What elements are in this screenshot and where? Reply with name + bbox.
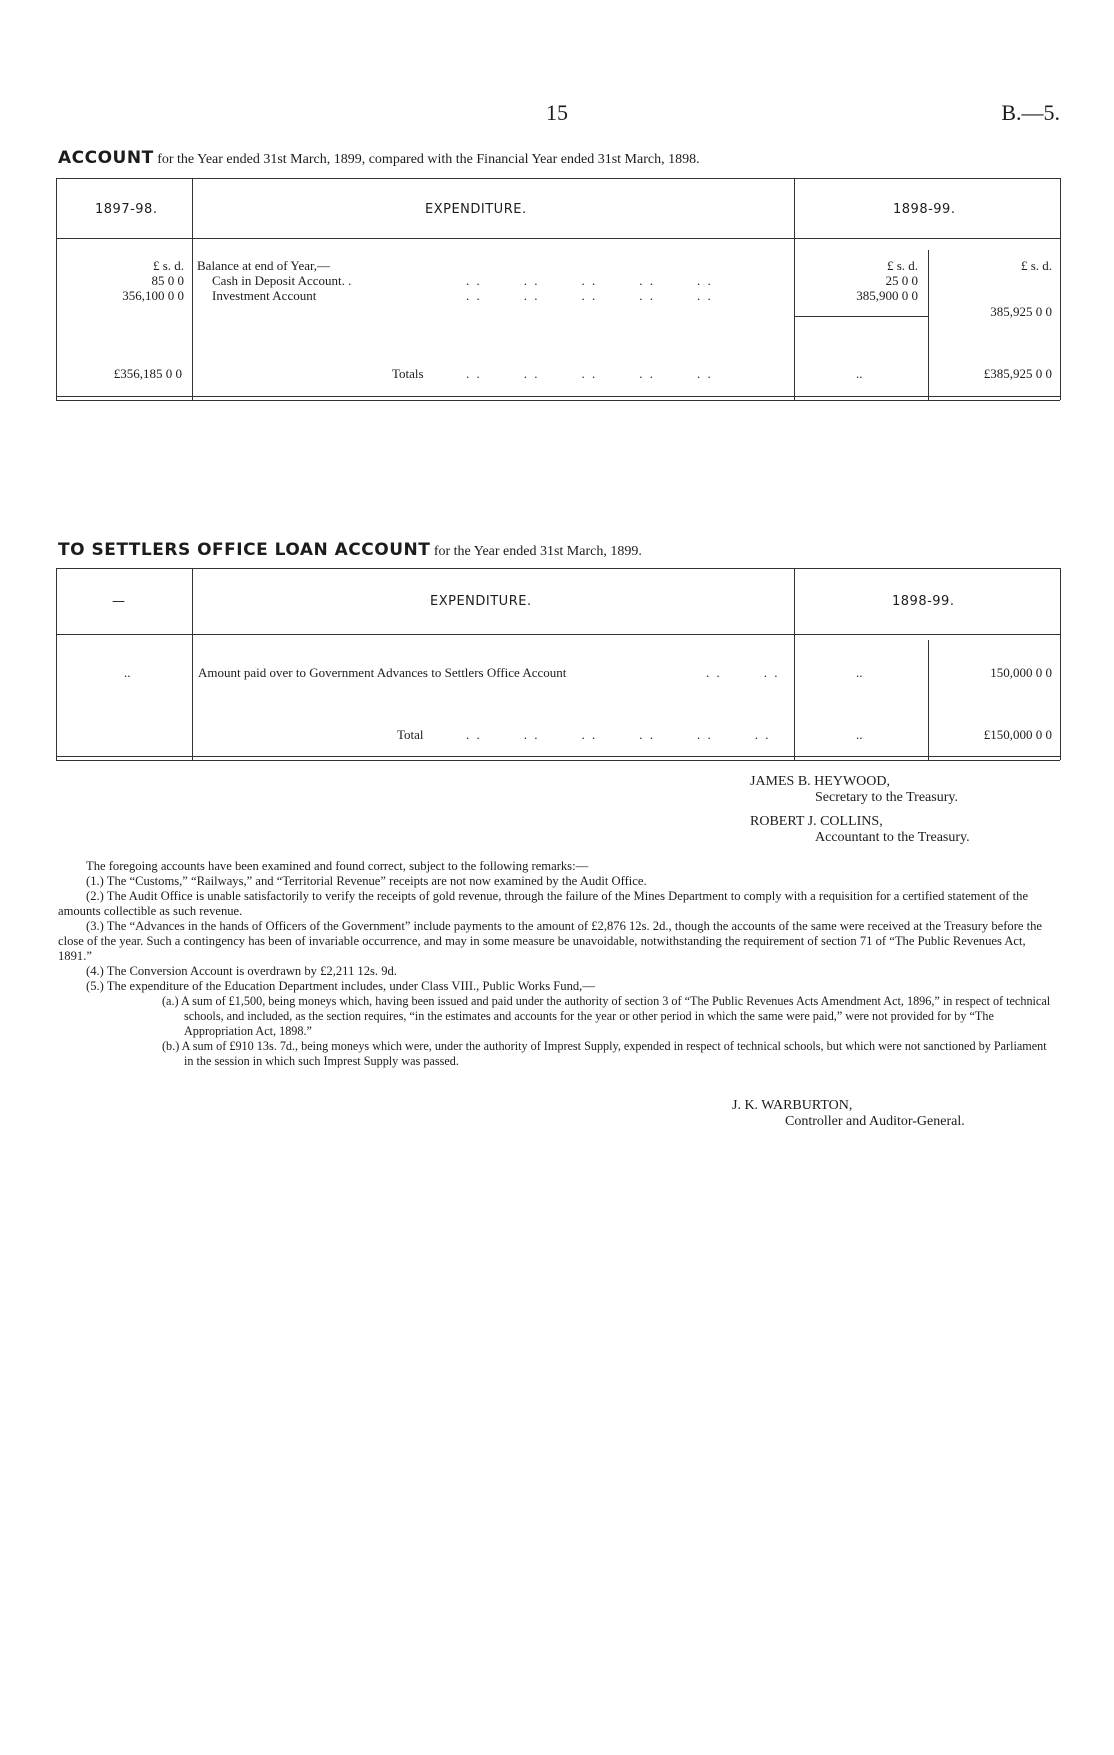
prev-investment-amount: 356,100 0 0 bbox=[122, 288, 184, 303]
account1-heading bbox=[58, 148, 700, 168]
signature-title: Accountant to the Treasury. bbox=[815, 830, 970, 845]
signature-title: Controller and Auditor-General. bbox=[785, 1114, 965, 1129]
row-inner-value: .. bbox=[856, 665, 863, 680]
total-inner-value: .. bbox=[856, 727, 863, 742]
remark-2: (2.) The Audit Office is unable satisfactorily to verify the receipts of gold revenue, through the failure of the Mines Department to comply with a requisition for a certified statement of the amounts collectible as such revenue. bbox=[58, 889, 1029, 918]
prev-cash-amount: 85 0 0 bbox=[151, 273, 184, 288]
totals-label: Totals bbox=[392, 366, 424, 381]
account1-heading-text: for the Year ended 31st March, 1899, compared with the Financial Year ended 31st March, 1898. bbox=[157, 152, 700, 167]
cur-total-amount: £385,925 0 0 bbox=[983, 366, 1052, 381]
account2-heading bbox=[58, 540, 642, 560]
signature-name: JAMES B. HEYWOOD, bbox=[750, 774, 890, 789]
remark-1: (1.) The “Customs,” “Railways,” and “Territorial Revenue” receipts are not now examined by the Audit Office. bbox=[86, 874, 647, 888]
leader-dots: . . . . . . . . . . bbox=[466, 273, 713, 288]
account2-heading-text: for the Year ended 31st March, 1899. bbox=[433, 544, 642, 559]
leader-dots: . . . . . . . . . . bbox=[466, 288, 713, 303]
lsd-header-inner: £ s. d. bbox=[886, 258, 918, 273]
col-header-1898-99: 1898-99. bbox=[893, 202, 956, 217]
lsd-header-outer: £ s. d. bbox=[1020, 258, 1052, 273]
cur-investment-amount: 385,900 0 0 bbox=[856, 288, 918, 303]
col-header-1898-99: 1898-99. bbox=[892, 594, 955, 609]
total-amount: £150,000 0 0 bbox=[983, 727, 1052, 742]
remark-4: (4.) The Conversion Account is overdrawn by £2,211 12s. 9d. bbox=[86, 964, 397, 978]
signature-name: J. K. WARBURTON, bbox=[732, 1098, 853, 1113]
investment-label: Investment Account bbox=[212, 288, 317, 303]
leader-dots: . . . . . . . . . . . . bbox=[466, 727, 771, 742]
account1-heading-lead: ACCOUNT bbox=[58, 148, 154, 168]
leader-dots: . . . . . . . . . . bbox=[466, 366, 713, 381]
remarks-intro: The foregoing accounts have been examined and found correct, subject to the following remarks:— bbox=[86, 859, 589, 873]
col-header-1897-98: 1897-98. bbox=[95, 202, 158, 217]
remark-5: (5.) The expenditure of the Education Department includes, under Class VIII., Public Works Fund,— bbox=[86, 979, 595, 993]
cur-cash-amount: 25 0 0 bbox=[885, 273, 918, 288]
remark-5a: (a.) A sum of £1,500, being moneys which, having been issued and paid under the authority of section 3 of “The Public Revenues Acts Amendment Act, 1896,” in respect of technical schools, and included, as the section requires, “in the estimates and accounts for the year or other period in which the same were paid,” were not provided for by “The Appropriation Act, 1898.” bbox=[162, 994, 1051, 1038]
remark-3: (3.) The “Advances in the hands of Officers of the Government” include payments to the amount of £2,876 12s. 2d., though the accounts of the same were received at the Treasury before the close of the year. Such a contingency has been of invariable occurrence, and may in some measure be unavoidable, notwithstanding the requirement of section 71 of “The Public Revenues Act, 1891.” bbox=[58, 919, 1043, 963]
cash-deposit-label: Cash in Deposit Account. . bbox=[212, 273, 352, 288]
col-header-prev: — bbox=[112, 594, 126, 609]
col-header-expenditure: EXPENDITURE. bbox=[430, 594, 532, 609]
row-item-label: Amount paid over to Government Advances to Settlers Office Account bbox=[198, 665, 567, 680]
total-label: Total bbox=[397, 727, 424, 742]
page-number: 15 bbox=[546, 100, 568, 125]
lsd-header-prev: £ s. d. bbox=[152, 258, 184, 273]
col-header-expenditure: EXPENDITURE. bbox=[425, 202, 527, 217]
row-prev-value: .. bbox=[124, 665, 131, 680]
audit-remarks bbox=[58, 859, 1058, 1069]
document-reference: B.—5. bbox=[1001, 100, 1060, 125]
account2-heading-lead: TO SETTLERS OFFICE LOAN ACCOUNT bbox=[58, 540, 431, 560]
cur-subtotal-amount: 385,925 0 0 bbox=[990, 304, 1052, 319]
leader-dots: . . . . bbox=[706, 665, 780, 680]
prev-total-amount: £356,185 0 0 bbox=[113, 366, 182, 381]
signature-title: Secretary to the Treasury. bbox=[815, 790, 958, 805]
cur-inner-total: .. bbox=[856, 366, 863, 381]
balance-heading: Balance at end of Year,— bbox=[197, 258, 331, 273]
row-amount: 150,000 0 0 bbox=[990, 665, 1052, 680]
remark-5b: (b.) A sum of £910 13s. 7d., being moneys which were, under the authority of Imprest Supply, expended in respect of technical schools, but which were not sanctioned by Parliament in the session in which such Imprest Supply was passed. bbox=[162, 1039, 1047, 1068]
signature-name: ROBERT J. COLLINS, bbox=[750, 814, 883, 829]
